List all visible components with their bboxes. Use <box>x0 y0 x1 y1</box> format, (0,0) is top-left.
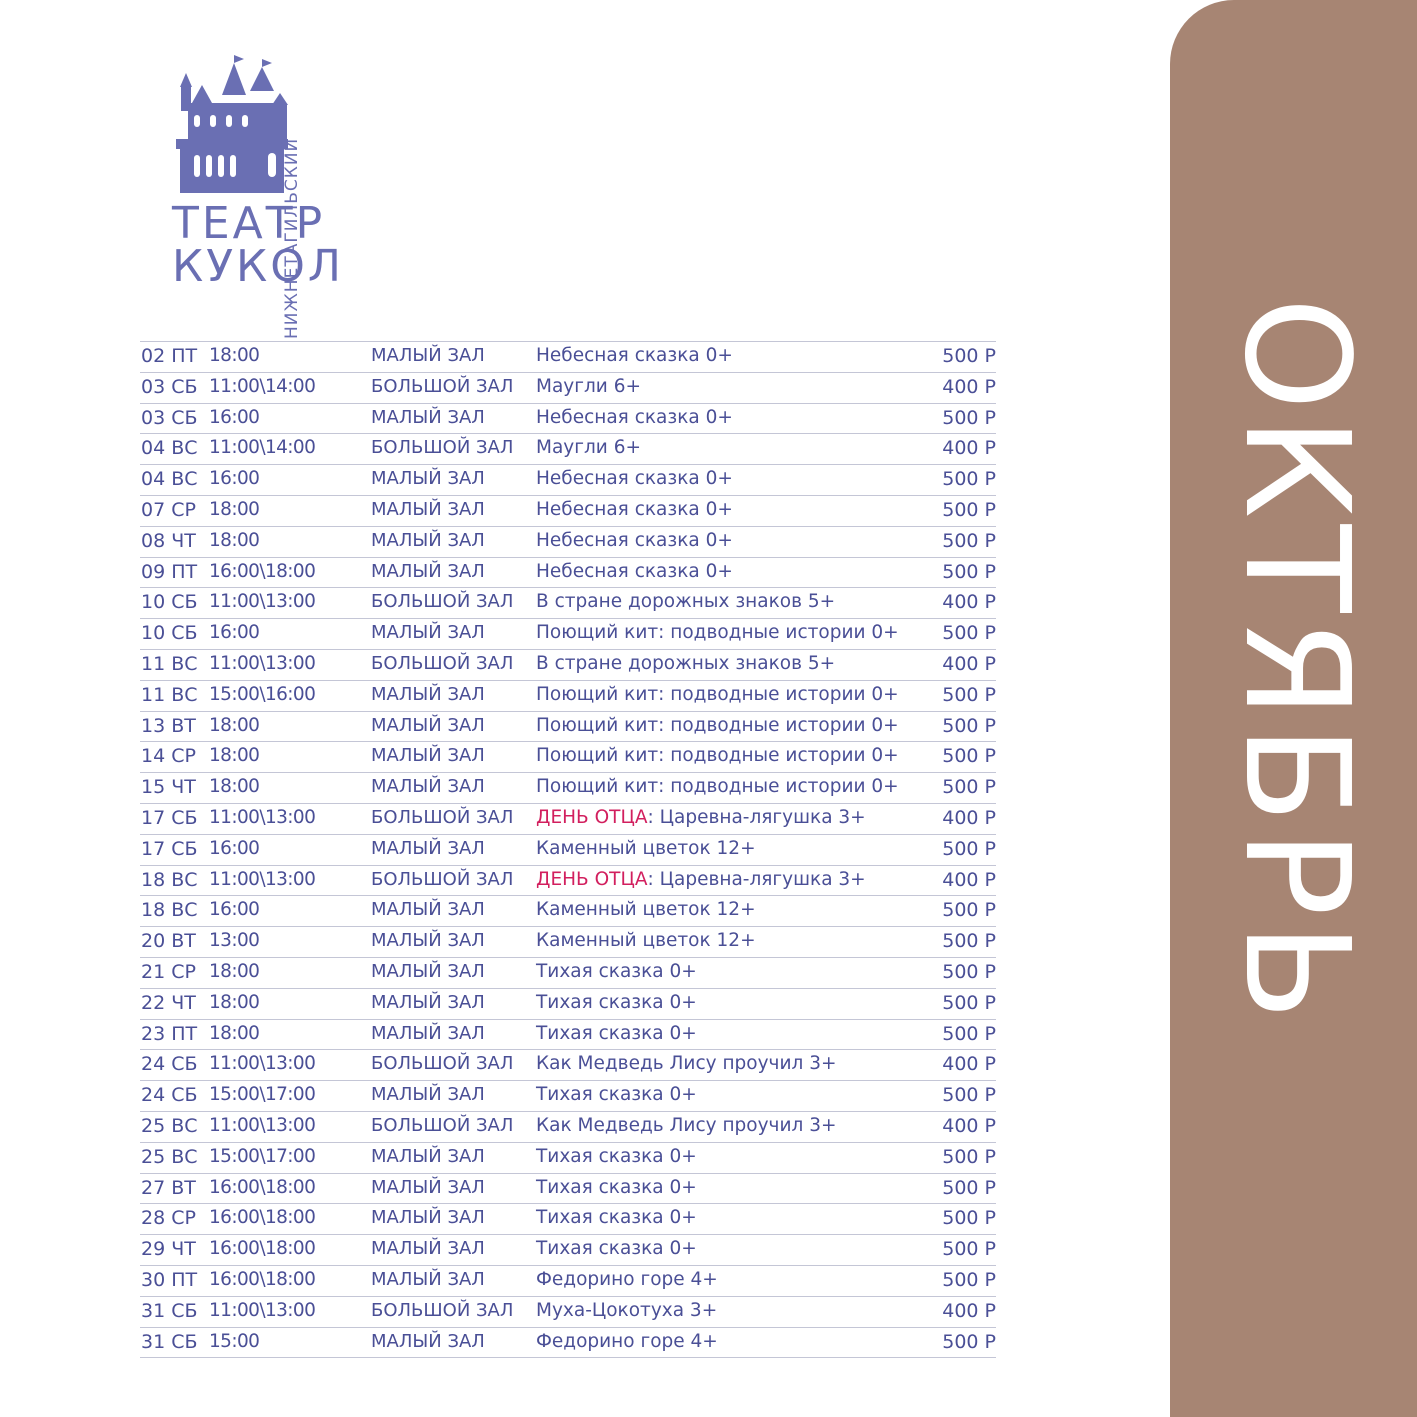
row-hall: МАЛЫЙ ЗАЛ <box>371 1022 485 1044</box>
schedule-row <box>140 373 996 404</box>
schedule-row <box>140 1297 996 1328</box>
schedule-row <box>140 712 996 743</box>
row-time: 18:00 <box>209 345 260 366</box>
row-day: 04 ВС <box>141 468 198 491</box>
row-day: 24 СБ <box>141 1053 198 1076</box>
schedule-row <box>140 619 996 650</box>
row-show <box>536 807 866 829</box>
logo-word-puppets: КУКОЛ <box>172 241 345 292</box>
row-hall: БОЛЬШОЙ ЗАЛ <box>371 806 514 828</box>
schedule-row <box>140 896 996 927</box>
row-hall: БОЛЬШОЙ ЗАЛ <box>371 1114 514 1136</box>
row-show <box>536 869 866 891</box>
row-price: 500 Р <box>942 683 996 706</box>
schedule-row <box>140 342 996 373</box>
show-title: Федорино горе 4+ <box>536 1330 718 1352</box>
schedule-row <box>140 496 996 527</box>
row-hall: МАЛЫЙ ЗАЛ <box>371 560 485 582</box>
row-day: 08 ЧТ <box>141 529 196 552</box>
row-day: 25 ВС <box>141 1114 198 1137</box>
show-title: Тихая сказка 0+ <box>536 960 697 982</box>
row-hall: БОЛЬШОЙ ЗАЛ <box>371 652 514 674</box>
row-hall: МАЛЫЙ ЗАЛ <box>371 1176 485 1198</box>
row-show <box>536 499 733 521</box>
show-title: Тихая сказка 0+ <box>536 1176 697 1198</box>
show-title: Небесная сказка 0+ <box>536 406 733 428</box>
row-time: 18:00 <box>209 529 260 551</box>
row-time: 18:00 <box>209 745 260 767</box>
row-show <box>536 1300 717 1322</box>
row-day: 20 ВТ <box>141 930 196 953</box>
row-show <box>536 376 641 398</box>
row-time: 16:00 <box>209 899 260 921</box>
schedule-row <box>140 866 996 897</box>
schedule-row <box>140 404 996 435</box>
row-show <box>536 1115 837 1137</box>
row-price: 500 Р <box>942 1207 996 1230</box>
row-price: 500 Р <box>942 406 996 429</box>
row-time: 11:00\14:00 <box>209 375 316 397</box>
schedule-row <box>140 1235 996 1266</box>
show-title: Каменный цветок 12+ <box>536 930 756 952</box>
row-hall: МАЛЫЙ ЗАЛ <box>371 714 485 736</box>
row-time: 16:00 <box>209 837 260 859</box>
row-day: 09 ПТ <box>141 560 198 583</box>
show-title: Тихая сказка 0+ <box>536 1022 697 1044</box>
row-day: 04 ВС <box>141 437 198 460</box>
row-show <box>536 992 697 1014</box>
row-price: 500 Р <box>942 960 996 983</box>
row-price: 500 Р <box>942 345 996 367</box>
row-show <box>536 345 733 367</box>
row-time: 11:00\14:00 <box>209 437 316 459</box>
row-time: 16:00 <box>209 468 260 490</box>
show-title: Тихая сказка 0+ <box>536 1207 697 1229</box>
schedule-row <box>140 434 996 465</box>
row-price: 500 Р <box>942 468 996 491</box>
row-time: 16:00 <box>209 406 260 428</box>
row-time: 11:00\13:00 <box>209 591 316 613</box>
row-price: 500 Р <box>942 1238 996 1261</box>
schedule-row <box>140 527 996 558</box>
show-title: Как Медведь Лису проучил 3+ <box>536 1114 837 1136</box>
row-price: 500 Р <box>942 714 996 737</box>
show-title: : Царевна-лягушка 3+ <box>647 806 866 828</box>
schedule-row <box>140 958 996 989</box>
row-time: 11:00\13:00 <box>209 652 316 674</box>
row-time: 11:00\13:00 <box>209 1299 316 1321</box>
row-show <box>536 715 899 737</box>
row-price: 500 Р <box>942 529 996 552</box>
row-show <box>536 1023 697 1045</box>
row-time: 16:00\18:00 <box>209 1238 316 1260</box>
row-hall: МАЛЫЙ ЗАЛ <box>371 930 485 952</box>
schedule-row <box>140 1050 996 1081</box>
row-day: 21 СР <box>141 960 196 983</box>
row-time: 11:00\13:00 <box>209 806 316 828</box>
row-price: 400 Р <box>942 591 996 614</box>
row-show <box>536 561 733 583</box>
row-day: 03 СБ <box>141 406 198 429</box>
row-show <box>536 437 641 459</box>
row-day: 15 ЧТ <box>141 776 196 799</box>
row-time: 11:00\13:00 <box>209 1053 316 1075</box>
row-hall: МАЛЫЙ ЗАЛ <box>371 498 485 520</box>
row-price: 500 Р <box>942 1022 996 1045</box>
row-show <box>536 468 733 490</box>
show-title: Как Медведь Лису проучил 3+ <box>536 1053 837 1075</box>
row-price: 400 Р <box>942 806 996 829</box>
row-day: 18 ВС <box>141 868 198 891</box>
row-price: 500 Р <box>942 837 996 860</box>
row-hall: БОЛЬШОЙ ЗАЛ <box>371 591 514 613</box>
row-time: 15:00\16:00 <box>209 683 316 705</box>
row-day: 07 СР <box>141 498 196 521</box>
logo-word-theatre: ТЕАТР <box>172 198 326 249</box>
row-day: 13 ВТ <box>141 714 196 737</box>
schedule-row <box>140 742 996 773</box>
schedule-row <box>140 989 996 1020</box>
row-price: 400 Р <box>942 1114 996 1137</box>
row-price: 500 Р <box>942 930 996 953</box>
row-price: 500 Р <box>942 1084 996 1107</box>
show-title: Маугли 6+ <box>536 375 641 397</box>
event-highlight: ДЕНЬ ОТЦА <box>536 868 648 890</box>
show-title: Небесная сказка 0+ <box>536 529 733 551</box>
row-hall: МАЛЫЙ ЗАЛ <box>371 1084 485 1106</box>
row-day: 11 ВС <box>141 652 198 675</box>
row-hall: БОЛЬШОЙ ЗАЛ <box>371 1053 514 1075</box>
row-day: 27 ВТ <box>141 1176 196 1199</box>
row-hall: МАЛЫЙ ЗАЛ <box>371 1238 485 1260</box>
row-show <box>536 1238 697 1260</box>
show-title: Поющий кит: подводные истории 0+ <box>536 714 899 736</box>
row-hall: БОЛЬШОЙ ЗАЛ <box>371 375 514 397</box>
row-hall: МАЛЫЙ ЗАЛ <box>371 622 485 644</box>
row-time: 16:00 <box>209 622 260 644</box>
row-price: 500 Р <box>942 991 996 1014</box>
row-time: 16:00\18:00 <box>209 1207 316 1229</box>
row-time: 16:00\18:00 <box>209 560 316 582</box>
row-price: 500 Р <box>942 899 996 922</box>
schedule-row <box>140 650 996 681</box>
schedule-row <box>140 804 996 835</box>
schedule-row <box>140 1020 996 1051</box>
show-title: Муха-Цокотуха 3+ <box>536 1299 718 1321</box>
row-time: 18:00 <box>209 714 260 736</box>
row-show <box>536 838 756 860</box>
row-time: 16:00\18:00 <box>209 1268 316 1290</box>
row-day: 10 СБ <box>141 591 198 614</box>
show-title: Федорино горе 4+ <box>536 1268 718 1290</box>
event-highlight: ДЕНЬ ОТЦА <box>536 806 648 828</box>
row-hall: МАЛЫЙ ЗАЛ <box>371 1207 485 1229</box>
schedule-row <box>140 1112 996 1143</box>
row-price: 400 Р <box>942 652 996 675</box>
row-day: 14 СР <box>141 745 196 768</box>
row-hall: МАЛЫЙ ЗАЛ <box>371 1330 485 1352</box>
row-hall: МАЛЫЙ ЗАЛ <box>371 1268 485 1290</box>
row-time: 18:00 <box>209 960 260 982</box>
castle-icon <box>172 55 292 195</box>
row-time: 18:00 <box>209 498 260 520</box>
row-hall: МАЛЫЙ ЗАЛ <box>371 1145 485 1167</box>
row-show <box>536 899 756 921</box>
show-title: Небесная сказка 0+ <box>536 560 733 582</box>
row-show <box>536 745 899 767</box>
show-title: Небесная сказка 0+ <box>536 498 733 520</box>
row-show <box>536 1177 697 1199</box>
show-title: В стране дорожных знаков 5+ <box>536 652 836 674</box>
row-hall: МАЛЫЙ ЗАЛ <box>371 345 485 366</box>
row-hall: МАЛЫЙ ЗАЛ <box>371 745 485 767</box>
row-show <box>536 961 697 983</box>
row-time: 11:00\13:00 <box>209 868 316 890</box>
row-price: 500 Р <box>942 1330 996 1353</box>
row-day: 18 ВС <box>141 899 198 922</box>
row-hall: БОЛЬШОЙ ЗАЛ <box>371 868 514 890</box>
show-title: Поющий кит: подводные истории 0+ <box>536 745 899 767</box>
show-title: Поющий кит: подводные истории 0+ <box>536 622 899 644</box>
show-title: Каменный цветок 12+ <box>536 837 756 859</box>
schedule-row <box>140 927 996 958</box>
schedule-row <box>140 773 996 804</box>
row-price: 400 Р <box>942 1299 996 1322</box>
row-show <box>536 407 733 429</box>
row-time: 18:00 <box>209 991 260 1013</box>
show-title: Каменный цветок 12+ <box>536 899 756 921</box>
show-title: Маугли 6+ <box>536 437 641 459</box>
show-title: Тихая сказка 0+ <box>536 1145 697 1167</box>
month-title: ОКТЯБРЬ <box>1213 296 1381 1028</box>
row-day: 29 ЧТ <box>141 1238 196 1261</box>
show-title: В стране дорожных знаков 5+ <box>536 591 836 613</box>
schedule-row <box>140 588 996 619</box>
schedule-row <box>140 465 996 496</box>
row-price: 500 Р <box>942 622 996 645</box>
row-day: 10 СБ <box>141 622 198 645</box>
schedule-row <box>140 1143 996 1174</box>
row-price: 500 Р <box>942 560 996 583</box>
show-title: Тихая сказка 0+ <box>536 1238 697 1260</box>
show-title: Небесная сказка 0+ <box>536 345 733 366</box>
row-time: 15:00\17:00 <box>209 1145 316 1167</box>
row-hall: МАЛЫЙ ЗАЛ <box>371 468 485 490</box>
row-day: 11 ВС <box>141 683 198 706</box>
schedule-row <box>140 1174 996 1205</box>
row-show <box>536 684 899 706</box>
schedule-row <box>140 1266 996 1297</box>
row-hall: МАЛЫЙ ЗАЛ <box>371 776 485 798</box>
schedule-row <box>140 1204 996 1235</box>
row-hall: МАЛЫЙ ЗАЛ <box>371 960 485 982</box>
row-price: 400 Р <box>942 1053 996 1076</box>
show-title: Поющий кит: подводные истории 0+ <box>536 683 899 705</box>
row-day: 24 СБ <box>141 1084 198 1107</box>
schedule-row <box>140 1328 996 1359</box>
row-show <box>536 776 899 798</box>
row-hall: МАЛЫЙ ЗАЛ <box>371 529 485 551</box>
row-day: 03 СБ <box>141 375 198 398</box>
row-price: 500 Р <box>942 776 996 799</box>
row-day: 31 СБ <box>141 1330 198 1353</box>
row-day: 28 СР <box>141 1207 196 1230</box>
row-show <box>536 1053 837 1075</box>
schedule-row <box>140 1081 996 1112</box>
row-time: 18:00 <box>209 776 260 798</box>
row-day: 17 СБ <box>141 837 198 860</box>
row-day: 25 ВС <box>141 1145 198 1168</box>
row-time: 11:00\13:00 <box>209 1114 316 1136</box>
row-hall: МАЛЫЙ ЗАЛ <box>371 991 485 1013</box>
row-time: 15:00\17:00 <box>209 1084 316 1106</box>
row-time: 15:00 <box>209 1330 260 1352</box>
row-hall: МАЛЫЙ ЗАЛ <box>371 837 485 859</box>
row-day: 17 СБ <box>141 806 198 829</box>
row-price: 400 Р <box>942 437 996 460</box>
row-show <box>536 653 835 675</box>
row-show <box>536 930 756 952</box>
row-day: 31 СБ <box>141 1299 198 1322</box>
row-price: 500 Р <box>942 1176 996 1199</box>
schedule-row <box>140 681 996 712</box>
row-price: 400 Р <box>942 868 996 891</box>
row-time: 13:00 <box>209 930 260 952</box>
row-show <box>536 1269 718 1291</box>
logo-city-text: НИЖНЕТАГИЛЬСКИЙ <box>282 137 302 339</box>
row-price: 400 Р <box>942 375 996 398</box>
show-title: Тихая сказка 0+ <box>536 1084 697 1106</box>
row-price: 500 Р <box>942 1268 996 1291</box>
row-time: 18:00 <box>209 1022 260 1044</box>
row-show <box>536 1084 697 1106</box>
row-price: 500 Р <box>942 1145 996 1168</box>
row-show <box>536 1146 697 1168</box>
row-hall: МАЛЫЙ ЗАЛ <box>371 406 485 428</box>
schedule-row <box>140 558 996 589</box>
row-show <box>536 1331 718 1353</box>
row-time: 16:00\18:00 <box>209 1176 316 1198</box>
row-price: 500 Р <box>942 745 996 768</box>
row-show <box>536 622 899 644</box>
row-day: 02 ПТ <box>141 345 198 367</box>
show-title: Поющий кит: подводные истории 0+ <box>536 776 899 798</box>
show-title: : Царевна-лягушка 3+ <box>647 868 866 890</box>
theatre-logo <box>140 55 360 339</box>
show-title: Тихая сказка 0+ <box>536 991 697 1013</box>
row-show <box>536 1207 697 1229</box>
row-price: 500 Р <box>942 498 996 521</box>
row-show <box>536 530 733 552</box>
row-hall: БОЛЬШОЙ ЗАЛ <box>371 437 514 459</box>
row-day: 23 ПТ <box>141 1022 198 1045</box>
row-day: 30 ПТ <box>141 1268 198 1291</box>
row-show <box>536 591 835 613</box>
schedule-table <box>140 341 996 1358</box>
row-hall: МАЛЫЙ ЗАЛ <box>371 899 485 921</box>
row-hall: МАЛЫЙ ЗАЛ <box>371 683 485 705</box>
row-day: 22 ЧТ <box>141 991 196 1014</box>
show-title: Небесная сказка 0+ <box>536 468 733 490</box>
schedule-row <box>140 835 996 866</box>
row-hall: БОЛЬШОЙ ЗАЛ <box>371 1299 514 1321</box>
